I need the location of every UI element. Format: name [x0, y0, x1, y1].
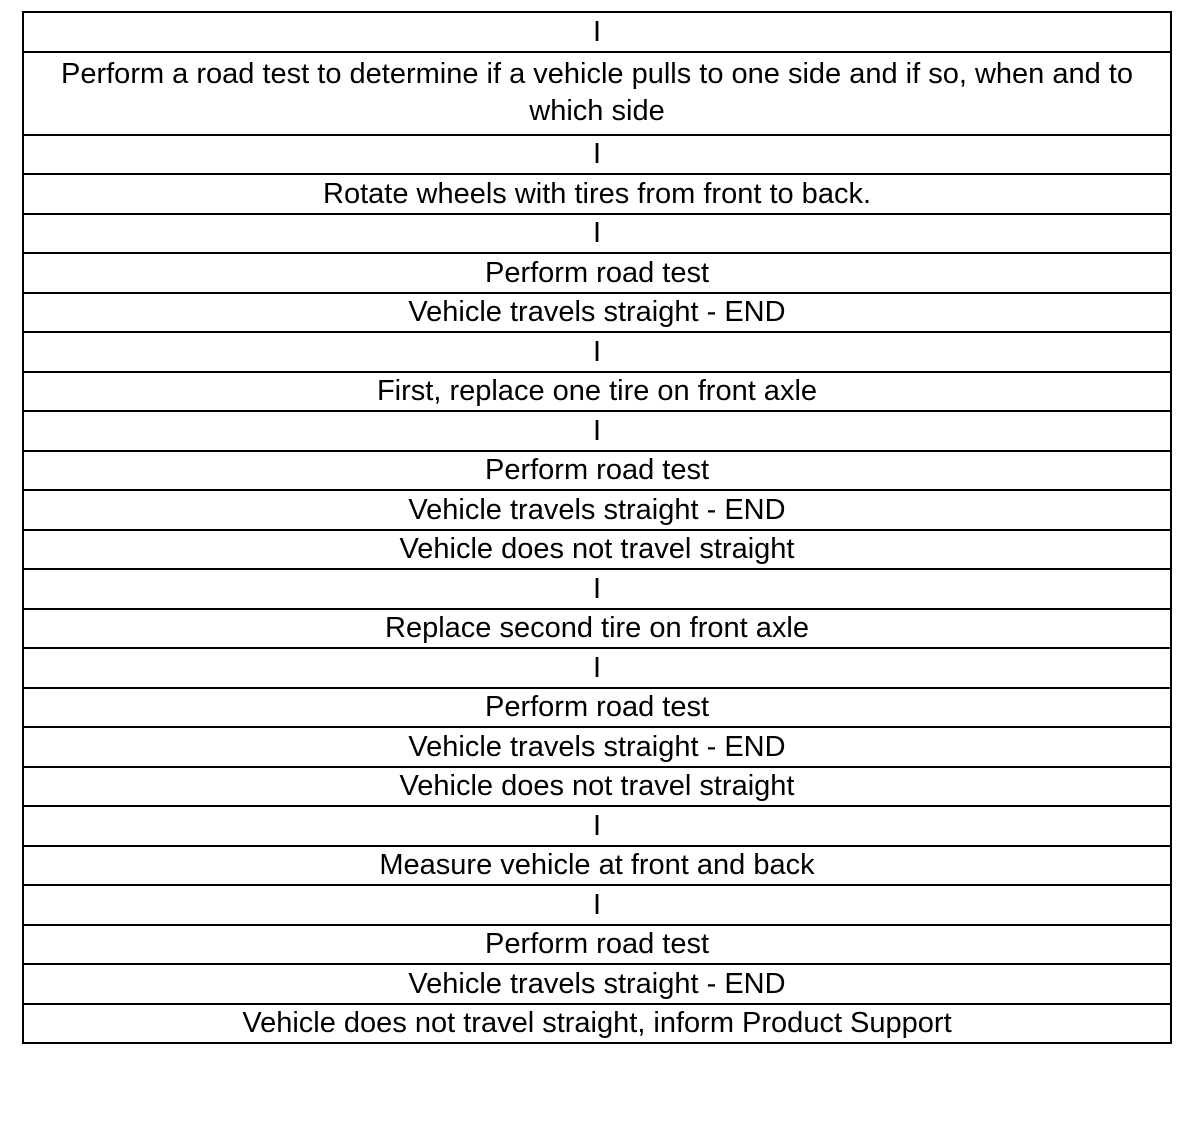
flow-connector [23, 332, 1171, 372]
flow-step [23, 964, 1171, 1004]
step-cell: Vehicle travels straight - END [23, 490, 1171, 530]
connector-cell: I [23, 411, 1171, 451]
flow-connector [23, 569, 1171, 609]
flow-step [23, 530, 1171, 570]
step-cell: Vehicle travels straight - END [23, 727, 1171, 767]
flow-step [23, 52, 1171, 135]
flowchart-table [22, 11, 1172, 1044]
step-cell: Vehicle travels straight - END [23, 964, 1171, 1004]
flow-step [23, 727, 1171, 767]
step-cell: Vehicle travels straight - END [23, 293, 1171, 333]
flow-step [23, 253, 1171, 293]
step-cell: Vehicle does not travel straight [23, 530, 1171, 570]
step-cell: Perform road test [23, 253, 1171, 293]
flow-connector [23, 806, 1171, 846]
connector-cell: I [23, 135, 1171, 175]
connector-cell: I [23, 569, 1171, 609]
step-cell: First, replace one tire on front axle [23, 372, 1171, 412]
step-cell: Vehicle does not travel straight, inform Product Support [23, 1004, 1171, 1044]
flow-step [23, 372, 1171, 412]
flow-connector [23, 648, 1171, 688]
step-cell: Perform a road test to determine if a vehicle pulls to one side and if so, when and to which side [23, 52, 1171, 135]
connector-cell: I [23, 332, 1171, 372]
step-cell: Vehicle does not travel straight [23, 767, 1171, 807]
flow-connector [23, 214, 1171, 254]
connector-cell: I [23, 885, 1171, 925]
flow-step [23, 174, 1171, 214]
flow-connector [23, 885, 1171, 925]
flow-step [23, 490, 1171, 530]
flow-step [23, 925, 1171, 965]
connector-cell: I [23, 806, 1171, 846]
step-cell: Perform road test [23, 925, 1171, 965]
connector-cell: I [23, 12, 1171, 52]
connector-cell: I [23, 214, 1171, 254]
flow-connector [23, 135, 1171, 175]
flow-step [23, 451, 1171, 491]
flow-step [23, 1004, 1171, 1044]
step-cell: Perform road test [23, 451, 1171, 491]
flow-step [23, 293, 1171, 333]
flow-step [23, 846, 1171, 886]
step-cell: Rotate wheels with tires from front to back. [23, 174, 1171, 214]
step-cell: Replace second tire on front axle [23, 609, 1171, 649]
step-cell: Measure vehicle at front and back [23, 846, 1171, 886]
flow-step [23, 767, 1171, 807]
flow-step [23, 609, 1171, 649]
flow-connector [23, 411, 1171, 451]
flow-step [23, 688, 1171, 728]
flow-connector [23, 12, 1171, 52]
step-cell: Perform road test [23, 688, 1171, 728]
connector-cell: I [23, 648, 1171, 688]
